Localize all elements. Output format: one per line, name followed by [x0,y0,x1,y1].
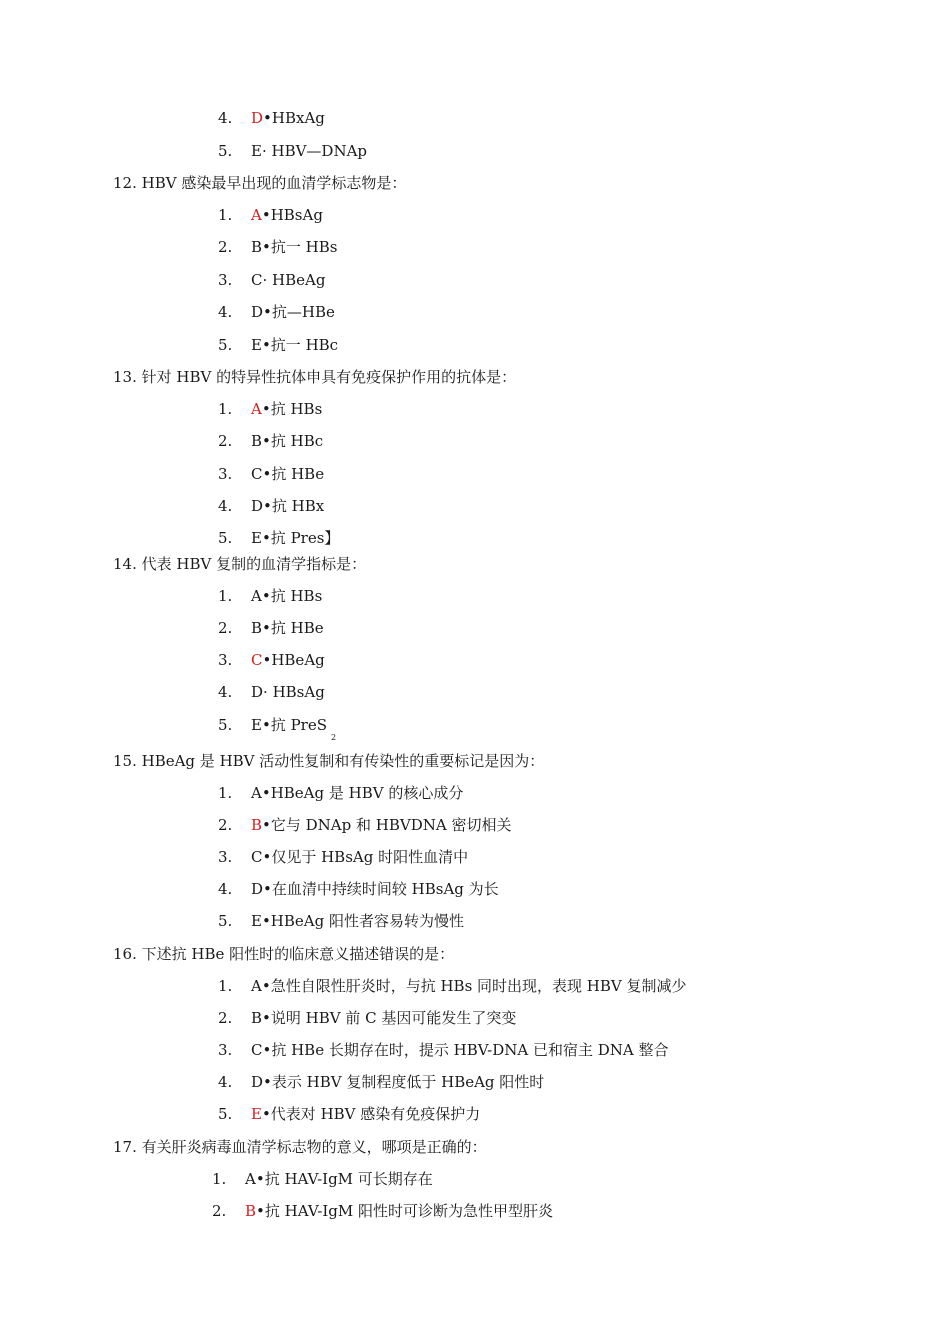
option-line [218,335,338,355]
option-line [218,464,324,484]
option-line [218,618,324,638]
option-number: 4. [218,880,233,898]
option-number: 4. [218,497,233,515]
option-letter: A [251,977,262,995]
option-letter-correct: B [245,1202,257,1220]
question-stem: 17. 有关肝炎病毒血清学标志物的意义，哪项是正确的： [113,1138,487,1156]
option-text: •抗一 HBc [261,336,339,354]
option-letter: E [251,912,262,930]
question-stem: 12. HBV 感染最早出现的血清学标志物是： [113,174,407,192]
option-text: •它与 DNAp 和 HBVDNA 密切相关 [262,816,512,834]
option-number: 5. [218,336,233,354]
option-line [218,141,367,161]
option-letter-correct: C [251,651,263,669]
option-number: 4. [218,683,233,701]
option-number: 3. [218,1041,233,1059]
option-letter-correct: D [251,109,264,127]
option-text: •抗—HBe [263,303,335,321]
option-number: 2. [218,1009,233,1027]
option-number: 4. [218,109,233,127]
option-letter: C [251,465,263,483]
option-text: •说明 HBV 前 C 基因可能发生了突变 [262,1009,517,1027]
option-line [218,528,339,548]
option-line [218,815,511,835]
option-line [218,911,464,931]
option-letter: E [251,142,262,160]
option-number: 3. [218,465,233,483]
option-line [218,586,322,606]
option-line [218,399,322,419]
option-line [212,1169,433,1189]
option-number: 5. [218,716,233,734]
option-number: 5. [218,1105,233,1123]
option-letter: D [251,880,264,898]
option-letter: E [251,716,262,734]
option-line [218,650,325,670]
option-letter: D [251,497,264,515]
option-number: 2. [212,1202,227,1220]
option-line [212,1201,553,1221]
option-letter: D [251,1073,264,1091]
option-text: •抗 HBx [263,497,325,515]
option-letter: B [251,1009,263,1027]
option-line [218,1104,480,1124]
option-letter: B [251,238,263,256]
option-number: 3. [218,271,233,289]
option-number: 1. [218,206,233,224]
option-number: 1. [218,784,233,802]
option-line [218,682,325,702]
option-text: •HBeAg 阳性者容易转为慢性 [261,912,464,930]
option-letter-correct: B [251,816,263,834]
question-stem: 15. HBeAg 是 HBV 活动性复制和有传染性的重要标记是因为： [113,752,545,770]
option-number: 1. [218,400,233,418]
option-letter-correct: A [251,206,262,224]
option-number: 1. [212,1170,227,1188]
option-letter: E [251,336,262,354]
option-letter: A [251,784,262,802]
option-text: •抗 HBs [261,587,323,605]
option-letter: E [251,529,262,547]
option-letter: C [251,848,263,866]
option-text: •抗 HBe [262,465,325,483]
option-number: 5. [218,142,233,160]
option-letter: D [251,303,264,321]
option-line [218,715,337,742]
option-text: •抗 HBc [262,432,324,450]
option-text: •HBsAg [261,206,323,224]
option-line [218,1072,544,1092]
option-number: 5. [218,912,233,930]
option-line [218,783,463,803]
option-letter: A [251,587,262,605]
option-number: 3. [218,848,233,866]
option-line [218,108,325,128]
option-letter-correct: E [251,1105,262,1123]
option-text: •抗 HAV-IgM 阳性时可诊断为急性甲型肝炎 [256,1202,553,1220]
option-line [218,847,468,867]
option-number: 4. [218,303,233,321]
option-number: 1. [218,587,233,605]
option-number: 2. [218,619,233,637]
option-text: •抗 HBs [261,400,323,418]
option-line [218,270,325,290]
option-text: •HBeAg 是 HBV 的核心成分 [261,784,464,802]
option-text: · HBsAg [263,683,325,701]
question-stem: 13. 针对 HBV 的特异性抗体申具有免疫保护作用的抗体是： [113,368,517,386]
option-text: •HBeAg [262,651,325,669]
option-text: •急性自限性肝炎时，与抗 HBs 同时出现，表现 HBV 复制减少 [261,977,687,995]
option-letter: B [251,619,263,637]
option-line [218,302,335,322]
option-letter: C [251,1041,263,1059]
question-stem: 16. 下述抗 HBe 阳性时的临床意义描述错误的是： [113,945,455,963]
option-text: •抗 Pres】 [261,529,340,547]
option-line [218,879,499,899]
option-line [218,237,337,257]
option-line [218,1040,669,1060]
option-text: •HBxAg [263,109,325,127]
option-text: •抗 HAV-IgM 可长期存在 [255,1170,433,1188]
option-number: 2. [218,432,233,450]
option-text: •抗 HBe [262,619,324,637]
option-number: 3. [218,651,233,669]
option-text: •表示 HBV 复制程度低于 HBeAg 阳性时 [263,1073,545,1091]
option-number: 2. [218,816,233,834]
option-text: •仅见于 HBsAg 时阳性血清中 [262,848,469,866]
option-text: · HBeAg [262,271,326,289]
option-text: •代表对 HBV 感染有免疫保护力 [261,1105,481,1123]
option-text: •在血清中持续时间较 HBsAg 为长 [263,880,499,898]
option-letter: B [251,432,263,450]
option-letter: D [251,683,264,701]
option-line [218,496,324,516]
option-number: 5. [218,529,233,547]
option-text: · HBV—DNAp [261,142,368,160]
option-number: 1. [218,977,233,995]
option-letter-correct: A [251,400,262,418]
option-number: 2. [218,238,233,256]
question-stem: 14. 代表 HBV 复制的血清学指标是： [113,555,367,573]
option-line [218,431,323,451]
option-number: 4. [218,1073,233,1091]
option-line [218,205,323,225]
option-letter: A [245,1170,256,1188]
option-line [218,1008,516,1028]
option-line [218,976,687,996]
option-subscript: 2 [331,733,337,742]
option-text: •抗 PreS [261,716,327,734]
option-text: •抗 HBe 长期存在时，提示 HBV-DNA 已和宿主 DNA 整合 [262,1041,669,1059]
option-text: •抗一 HBs [262,238,338,256]
option-letter: C [251,271,263,289]
